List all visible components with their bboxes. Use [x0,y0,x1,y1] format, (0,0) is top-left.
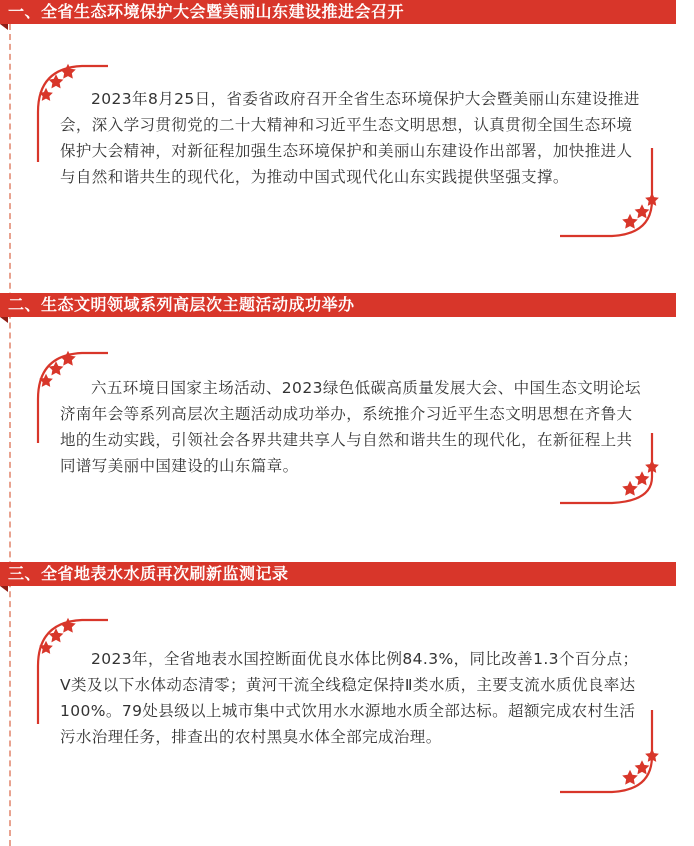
section-2-body: 六五环境日国家主场活动、2023绿色低碳高质量发展大会、中国生态文明论坛济南年会等系列高层次主题活动成功举办，系统推介习近平生态文明思想在齐鲁大地的生动实践，引领社会各界共建共享人与自然和谐共生的现代化，在新征程上共同谱写美丽中国建设的山东篇章。 [60,379,641,475]
section-1-body: 2023年8月25日，省委省政府召开全省生态环境保护大会暨美丽山东建设推进会，深入学习贯彻党的二十大精神和习近平生态文明思想，认真贯彻全国生态环境保护大会精神，对新征程加强生态环境保护和美丽山东建设作出部署，加快推进人与自然和谐共生的现代化，为推动中国式现代化山东实践提供坚强支撑。 [60,90,640,186]
section-3 [0,562,694,846]
section-2 [0,293,694,523]
section-3-title: 三、全省地表水水质再次刷新监测记录 [0,562,676,586]
section-1 [0,0,694,250]
section-2-title: 二、生态文明领域系列高层次主题活动成功举办 [0,293,676,317]
section-3-body: 2023年，全省地表水国控断面优良水体比例84.3%，同比改善1.3个百分点；Ⅴ类及以下水体动态清零；黄河干流全线稳定保持Ⅱ类水质，主要支流水质优良率达100%。79处县级以上城市集中式饮用水水源地水质全部达标。超额完成农村生活污水治理任务，排查出的农村黑臭水体全部完成治理。 [60,650,639,746]
section-1-title: 一、全省生态环境保护大会暨美丽山东建设推进会召开 [0,0,676,24]
